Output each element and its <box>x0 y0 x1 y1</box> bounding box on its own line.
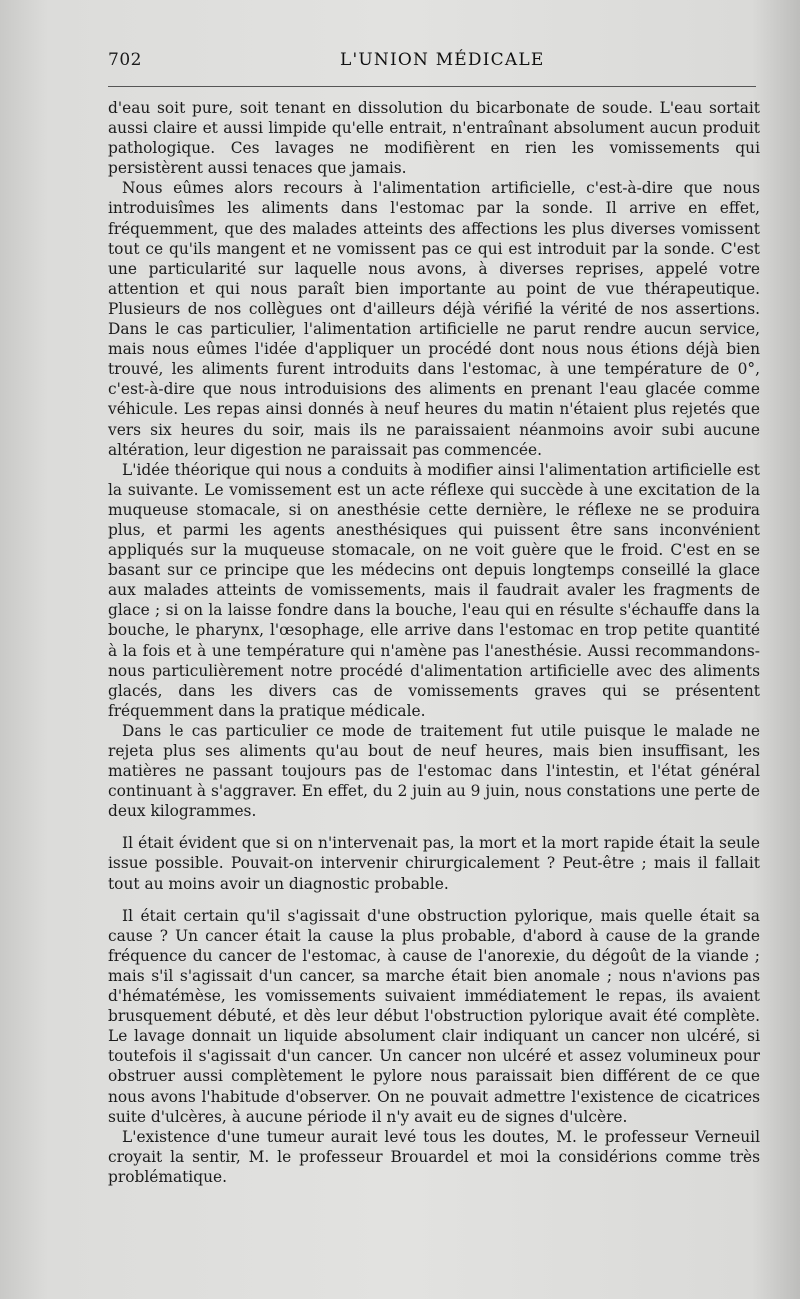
paragraph-7: L'existence d'une tumeur aurait levé tous les doutes, M. le professeur Verneuil croyait la sentir, M. le professeur Brouardel et moi la considérions comme très problématique. <box>108 1127 760 1186</box>
paragraph-3: L'idée théorique qui nous a conduits à modifier ainsi l'alimentation artificielle est la suivante. Le vomissement est un acte réflexe qui succède à une excitation de la muqueuse stomacale, si on anesthésie cette dernière, le réflexe ne se produira plus, et parmi les agents anesthésiques qui puissent être sans inconvénient appliqués sur la muqueuse stomacale, on ne voit guère que le froid. C'est en se basant sur ce principe que les médecins ont depuis longtemps conseillé la glace aux malades atteints de vomissements, mais il faudrait avaler les fragments de glace ; si on la laisse fondre dans la bouche, l'eau qui en résulte s'échauffe dans la bouche, le pharynx, l'œsophage, elle arrive dans l'estomac en trop petite quantité à la fois et à une température qui n'amène pas l'anesthésie. Aussi recommandons-nous particulièrement notre procédé d'alimentation artificielle avec des aliments glacés, dans les divers cas de vomissements graves qui se présentent fréquemment dans la pratique médicale. <box>108 460 760 720</box>
page-header <box>108 50 756 80</box>
body-text <box>108 98 760 1187</box>
paragraph-1: d'eau soit pure, soit tenant en dissolution du bicarbonate de soude. L'eau sortait aussi claire et aussi limpide qu'elle entrait, n'entraînant absolument aucun produit pathologique. Ces lavages ne modifièrent en rien les vomissements qui persistèrent aussi tenaces que jamais. <box>108 99 760 178</box>
page-number: 702 <box>108 50 142 70</box>
paragraph-5: Il était évident que si on n'intervenait pas, la mort et la mort rapide était la seule issue possible. Pouvait-on intervenir chirurgicalement ? Peut-être ; mais il fallait tout au moins avoir un diagnostic probable. <box>108 834 760 893</box>
paragraph-2: Nous eûmes alors recours à l'alimentation artificielle, c'est-à-dire que nous introduisîmes les aliments dans l'estomac par la sonde. Il arrive en effet, fréquemment, que des malades atteints des affections les plus diverses vomissent tout ce qu'ils mangent et ne vomissent pas ce qui est introduit par la sonde. C'est une particularité sur laquelle nous avons, à diverses reprises, appelé votre attention et qui nous paraît bien importante au point de vue thérapeutique. Plusieurs de nos collègues ont d'ailleurs déjà vérifié la vérité de nos assertions. Dans le cas particulier, l'alimentation artificielle ne parut rendre aucun service, mais nous eûmes l'idée d'appliquer un procédé dont nous nous étions déjà bien trouvé, les aliments furent introduits dans l'estomac, à une température de 0°, c'est-à-dire que nous introduisions des aliments en prenant l'eau glacée comme véhicule. Les repas ainsi donnés à neuf heures du matin n'étaient plus rejetés que vers six heures du soir, mais ils ne paraissaient néanmoins avoir subi aucune altération, leur digestion ne paraissait pas commencée. <box>108 179 760 459</box>
running-title: L'UNION MÉDICALE <box>340 50 545 70</box>
paragraph-6: Il était certain qu'il s'agissait d'une obstruction pylorique, mais quelle était sa cause ? Un cancer était la cause la plus probable, d'abord à cause de la grande fréquence du cancer de l'estomac, à cause de l'anorexie, du dégoût de la viande ; mais s'il s'agissait d'un cancer, sa marche était bien anomale ; nous n'avions pas d'hématémèse, les vomissements suivaient immédiatement le repas, ils avaient brusquement débuté, et dès leur début l'obstruction pylorique avait été complète. Le lavage donnait un liquide absolument clair indiquant un cancer non ulcéré, si toutefois il s'agissait d'un cancer. Un cancer non ulcéré et assez volumineux pour obstruer aussi complètement le pylore nous paraissait bien différent de ce que nous avons l'habitude d'observer. On ne pouvait admettre l'existence de cicatrices suite d'ulcères, à aucune période il n'y avait eu de signes d'ulcère. <box>108 906 760 1126</box>
header-rule <box>108 86 756 87</box>
paragraph-4: Dans le cas particulier ce mode de traitement fut utile puisque le malade ne rejeta plus ses aliments qu'au bout de neuf heures, mais bien insuffisant, les matières ne passant toujours pas de l'estomac dans l'intestin, et l'état général continuant à s'aggraver. En effet, du 2 juin au 9 juin, nous constations une perte de deux kilogrammes. <box>108 721 760 821</box>
